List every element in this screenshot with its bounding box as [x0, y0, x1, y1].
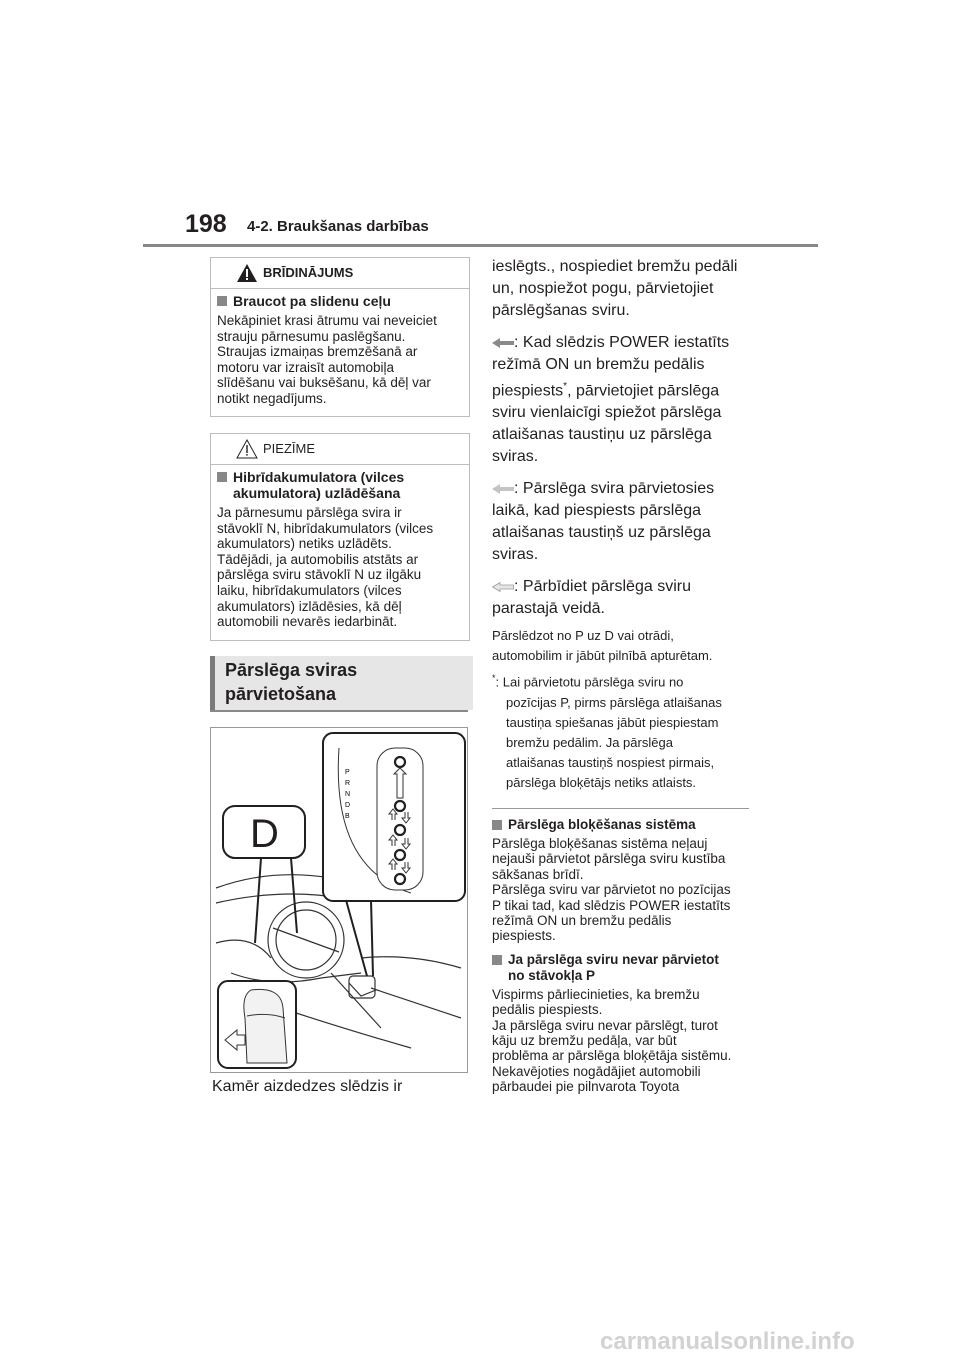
para-arrow-1: : Kad slēdzis POWER iestatīts režīmā ON un bremžu pedālis piespiests*, pārvietojiet pārslēga sviru vienlaicīgi spiežot pārslēga atlaišanas taustiņu uz pārslēga sviras.: [492, 334, 730, 466]
gate-label-r: R: [345, 780, 351, 787]
caption-left: Kamēr aizdedzes slēdzis ir: [212, 1078, 403, 1095]
shift-lock-section: [492, 817, 760, 1095]
footnote: *: Lai pārvietotu pārslēga sviru no pozīcijas P, pirms pārslēga atlaišanas taustiņa spiešanas jābūt piespiestam bremžu pedālim. Ja pārslēga atlaišanas taustiņš nospiest pirmais, pārslēga bloķētājs netiks atlaists.: [492, 673, 722, 790]
warning-box: [210, 257, 470, 417]
gate-label-d: D: [345, 802, 351, 809]
arrow-outline-icon: [492, 582, 514, 592]
shift-lock-heading: Pārslēga bloķēšanas sistēma: [492, 817, 760, 833]
para-arrow-3: : Pārbīdiet pārslēga sviru parastajā veidā.: [492, 578, 691, 618]
gate-label-p: P: [345, 769, 350, 776]
section-heading: [210, 656, 473, 710]
figure-illustration: [211, 728, 467, 1072]
heading-rule: [210, 710, 468, 712]
section-heading-line1: Pārslēga sviras: [225, 660, 358, 680]
arrow-light-icon: [492, 484, 514, 494]
shift-lever-figure: [210, 727, 468, 1073]
warning-icon: [236, 263, 258, 283]
note-box-header: [211, 434, 469, 465]
para-arrow-2: : Pārslēga svira pārvietosies laikā, kad piespiests pārslēga atlaišanas taustiņš uz pārslēga sviras.: [492, 480, 715, 564]
arrow-dark-icon: [492, 338, 514, 348]
warning-title: BRĪDINĀJUMS: [263, 265, 354, 280]
gate-label-n: N: [345, 791, 351, 798]
section-heading-line2: pārvietošana: [225, 684, 337, 704]
gear-letter: D: [250, 812, 279, 856]
small-note: Pārslēdzot no P uz D vai otrādi, automobilim ir jābūt pilnībā apturētam.: [492, 628, 713, 664]
note-text: Ja pārnesumu pārslēga svira ir stāvoklī N, hibrīdakumulators (vilces akumulators) netiks uzlādēts. Tādējādi, ja automobilis atstāts ar pārslēga sviru stāvoklī N uz ilgāku laiku, hibrīdakumulators (vilces akumulators) izlādēsies, kā dēļ automobili nevarēs iedarbināt.: [217, 505, 434, 630]
cant-shift-heading: Ja pārslēga sviru nevar pārvietot no stāvokļa P: [492, 952, 760, 984]
warning-box-header: [211, 258, 469, 289]
note-box: [210, 433, 470, 641]
gate-label-b: B: [345, 813, 350, 820]
warning-subheading: Braucot pa slidenu ceļu: [217, 293, 463, 309]
shift-lock-text: Pārslēga bloķēšanas sistēma neļauj nejauši pārvietot pārslēga sviru kustība sākšanas brīdī. Pārslēga sviru var pārvietot no pozīcijas P tikai tad, kad slēdzis POWER iestatīts režīmā ON un bremžu pedālis piespiests.: [492, 836, 731, 944]
right-column: [492, 256, 760, 793]
section-title: 4-2. Braukšanas darbības: [247, 218, 429, 235]
divider-rule: [492, 808, 749, 809]
warning-text: Nekāpiniet krasi ātrumu vai neveiciet strauju pārnesumu paslēgšanu. Straujas izmaiņas bremzēšanā ar motoru var izraisīt automobiļa slīdēšanu vai buksēšanu, kā dēļ var notikt negadījums.: [217, 313, 437, 406]
page-number: 198: [185, 210, 227, 238]
caution-outline-icon: [236, 439, 258, 459]
header-rule: [143, 244, 818, 247]
cant-shift-text: Vispirms pārliecinieties, ka bremžu pedālis piespiests. Ja pārslēga sviru nevar pārslēgt, turot kāju uz bremžu pedāļa, var būt problēma ar pārslēga bloķētāja sistēmu. Nekavējoties nogādājiet automobili pārbaudei pie pilnvarota Toyota: [492, 986, 732, 1095]
watermark: carmanualsonline.info: [600, 1328, 855, 1355]
note-subheading: Hibrīdakumulatora (vilces akumulatora) uzlādēšana: [217, 469, 463, 501]
note-title: PIEZĪME: [263, 441, 316, 456]
para-intro: ieslēgts., nospiediet bremžu pedāli un, nospiežot pogu, pārvietojiet pārslēgšanas sviru.: [492, 258, 738, 319]
